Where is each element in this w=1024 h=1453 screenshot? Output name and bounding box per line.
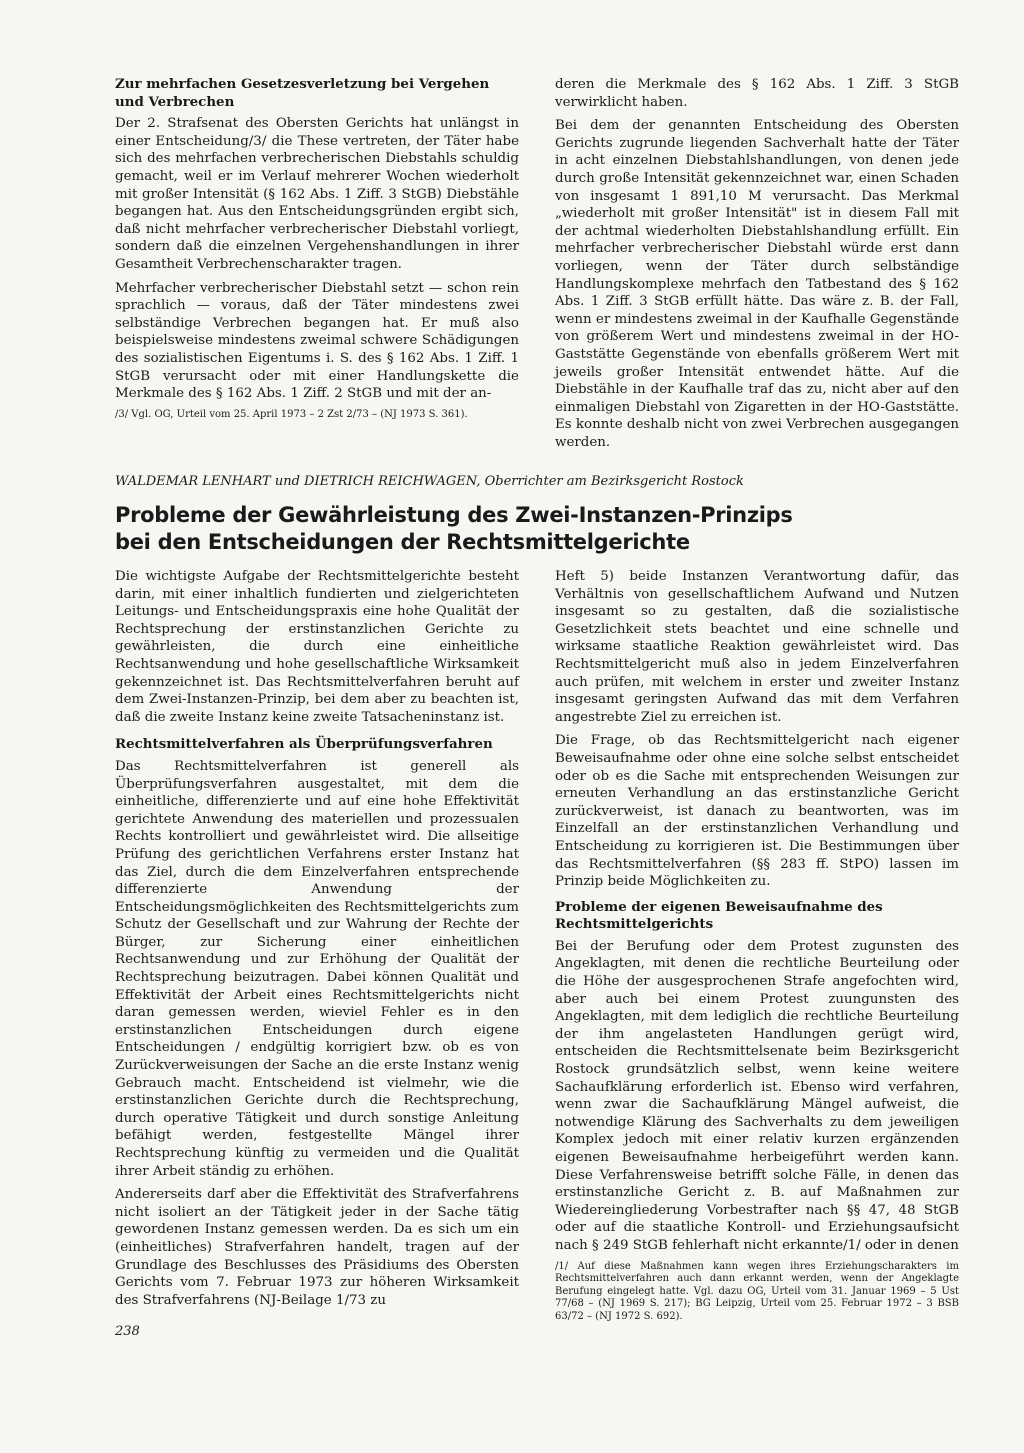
intro-paragraph: Die wichtigste Aufgabe der Rechtsmittelgerichte besteht darin, mit einer inhaltlich fundierten und zielgerichteten Leitungs- und Entscheidungspraxis eine hohe Qualität der Rechtsprechung der erstinstanzlichen Gerichte zu gewährleisten, die durch eine einheitliche Rechtsanwendung und hohe gesellschaftliche Wirksamkeit gekennzeichnet ist. Das Rechtsmittelverfahren beruht auf dem Zwei-Instanzen-Prinzip, bei dem aber zu beachten ist, daß die zweite Instanz keine zweite Tatsacheninstanz ist. — [115, 569, 519, 725]
article-left-column — [115, 568, 519, 1315]
top-left-column — [115, 76, 519, 427]
page-number: 238 — [115, 1324, 140, 1339]
paragraph: Die Frage, ob das Rechtsmittelgericht nach eigener Beweisaufnahme oder ohne eine solche selbst entscheidet oder ob es die Sache mit entsprechenden Weisungen zur erneuten Verhandlung an das erstinstanzliche Gericht zurückverweist, ist danach zu beantworten, was im Einzelfall an der erstinstanzlichen Verhandlung und Entscheidung zu korrigieren ist. Die Bestimmungen über das Rechtsmittelverfahren (§§ 283 ff. StPO) lassen im Prinzip beide Möglichkeiten zu. — [555, 733, 959, 890]
title-line: bei den Entscheidungen der Rechtsmittelgerichte — [115, 530, 690, 554]
footnote: /3/ Vgl. OG, Urteil vom 25. April 1973 – 2 Zst 2/73 – (NJ 1973 S. 361). — [115, 408, 468, 420]
article-right-column — [555, 568, 959, 1329]
section-heading: Zur mehrfachen Gesetzesverletzung bei Vergehen und Verbrechen — [115, 76, 490, 110]
paragraph: Heft 5) beide Instanzen Verantwortung dafür, das Verhältnis von gesellschaftlichem Aufwand und Nutzen insgesamt so zu gestalten, daß die sozialistische Gesetzlichkeit stets beachtet und eine schnelle und wirksame staatliche Reaktion gewährleistet wird. Das Rechtsmittelgericht muß also in jedem Einzelverfahren auch prüfen, mit welchem in erster und zweiter Instanz insgesamt geringsten Aufwand das mit dem Verfahren angestrebte Ziel zu erreichen ist. — [555, 569, 959, 725]
paragraph: Das Rechtsmittelverfahren ist generell als Überprüfungsverfahren ausgestaltet, mit dem die einheitliche, differenzierte und auf eine hohe Effektivität gerichtete Anwendung des materiellen und prozessualen Rechts kontrolliert und gewährleistet wird. Die allseitige Prüfung des gerichtlichen Verfahrens erster Instanz hat das Ziel, durch die dem Einzelverfahren entsprechende differenzierte Anwendung der Entscheidungsmöglichkeiten des Rechtsmittelgerichts zum Schutz der Gesellschaft und zur Wahrung der Rechte der Bürger, zur Sicherung einer einheitlichen Rechtsanwendung und zur Erhöhung der Qualität der Rechtsprechung beizutragen. Dabei können Qualität und Effektivität der Arbeit eines Rechtsmittelgerichts nicht daran gemessen werden, wieviel Fehler es in den erstinstanzlichen Entscheidungen durch eigene Entscheidungen / endgültig korrigiert bzw. ob es von Zurückverweisungen der Sache an die erste Instanz wenig Gebrauch macht. Entscheidend ist vielmehr, wie die erstinstanzlichen Gerichte durch die Rechtsprechung, durch operative Tätigkeit und durch sonstige Anleitung befähigt werden, festgestellte Mängel ihrer Rechtsprechung künftig zu vermeiden und die Qualität ihrer Arbeit ständig zu erhöhen. — [115, 758, 519, 1179]
title-line: Probleme der Gewährleistung des Zwei-Instanzen-Prinzips — [115, 503, 793, 527]
section-heading: Probleme der eigenen Beweisaufnahme des Rechtsmittelgerichts — [555, 898, 883, 933]
paragraph: Der 2. Strafsenat des Obersten Gerichts hat unlängst in einer Entscheidung/3/ die These vertreten, der Täter habe sich des mehrfachen verbrecherischen Diebstahls schuldig gemacht, weil er im Verlauf mehrerer Wochen wiederholt mit großer Intensität (§ 162 Abs. 1 Ziff. 3 StGB) Diebstähle begangen hat. Aus den Entscheidungsgründen ergibt sich, daß nicht mehrfacher verbrecherischer Diebstahl vorliegt, sondern daß die einzelnen Vergehenshandlungen in ihrer Gesamtheit Verbrechenscharakter tragen. — [115, 116, 519, 272]
paragraph: deren die Merkmale des § 162 Abs. 1 Ziff. 3 StGB verwirklicht haben. — [555, 77, 959, 110]
paragraph: Mehrfacher verbrecherischer Diebstahl setzt — schon rein sprachlich — voraus, daß der Täter mindestens zwei selbständige Verbrechen begangen hat. Er muß also beispielsweise mindestens zweimal schwere Schädigungen des sozialistischen Eigentums i. S. des § 162 Abs. 1 Ziff. 1 StGB verursacht oder mit einer Handlungskette die Merkmale des § 162 Abs. 1 Ziff. 2 StGB und mit der an- — [115, 280, 519, 402]
paragraph: Bei der Berufung oder dem Protest zugunsten des Angeklagten, mit denen die rechtliche Beurteilung oder die Höhe der ausgesprochenen Strafe angefochten wird, aber auch bei einem Protest zuungunsten des Angeklagten, mit dem lediglich die rechtliche Beurteilung der ihm angelasteten Handlungen gerügt wird, entscheiden die Rechtsmittelsenate beim Bezirksgericht Rostock grundsätzlich selbst, wenn keine weitere Sachaufklärung erforderlich ist. Ebenso wird verfahren, wenn zwar die Sachaufklärung Mängel aufweist, die notwendige Klärung des Sachverhalts zu dem jeweiligen Komplex jedoch mit einer relativ kurzen ergänzenden eigenen Beweisaufnahme herbeigeführt werden kann. Diese Verfahrensweise betrifft solche Fälle, in denen das erstinstanzliche Gericht z. B. auf Maßnahmen zur Wiedereingliederung Vorbestrafter nach §§ 47, 48 StGB oder auf die staatliche Kontroll- und Erziehungsaufsicht nach § 249 StGB fehlerhaft nicht erkannte/1/ oder in denen — [555, 938, 959, 1253]
top-right-column — [555, 76, 959, 457]
article-authors: WALDEMAR LENHART und DIETRICH REICHWAGEN, Oberrichter am Bezirksgericht Rostock — [115, 474, 744, 489]
section-heading: Rechtsmittelverfahren als Überprüfungsverfahren — [115, 736, 493, 753]
footnote: /1/ Auf diese Maßnahmen kann wegen ihres Erziehungscharakters im Rechtsmittelverfahren auch dann erkannt werden, wenn der Angeklagte Berufung eingelegt hatte. Vgl. dazu OG, Urteil vom 31. Januar 1969 – 5 Ust 77/68 – (NJ 1969 S. 217); BG Leipzig, Urteil vom 25. Februar 1972 – 3 BSB 63/72 – (NJ 1972 S. 692). — [555, 1260, 959, 1322]
paragraph: Bei dem der genannten Entscheidung des Obersten Gerichts zugrunde liegenden Sachverhalt hatte der Täter in acht einzelnen Diebstahlshandlungen, von denen jede durch große Intensität gekennzeichnet war, einen Schaden von insgesamt 1 891,10 M verursacht. Das Merkmal „wiederholt mit großer Intensität" ist in diesem Fall mit der achtmal wiederholten Diebstahlshandlung erfüllt. Ein mehrfacher verbrecherischer Diebstahl würde erst dann vorliegen, wenn der Täter durch selbständige Handlungskomplexe mehrfach den Tatbestand des § 162 Abs. 1 Ziff. 3 StGB erfüllt hätte. Das wäre z. B. der Fall, wenn er mindestens zweimal in der Kaufhalle Gegenstände von größerem Wert und mindestens zweimal in der HO-Gaststätte Gegenstände von ebenfalls größerem Wert mit jeweils großer Intensität entwendet hätte. Auf die Diebstähle in der Kaufhalle traf das zu, nicht aber auf den einmaligen Diebstahl von Zigaretten in der HO-Gaststätte. Es konnte deshalb nicht von zwei Verbrechen ausgegangen werden. — [555, 118, 960, 450]
paragraph: Andererseits darf aber die Effektivität des Strafverfahrens nicht isoliert an der Tätigkeit jeder in der Sache tätig gewordenen Instanz gemessen werden. Da es sich um ein (einheitliches) Strafverfahren handelt, tragen auf der Grundlage des Beschlusses des Präsidiums des Obersten Gerichts vom 7. Februar 1973 zur höheren Wirksamkeit des Strafverfahrens (NJ-Beilage 1/73 zu — [115, 1187, 519, 1308]
article-title — [115, 502, 975, 556]
